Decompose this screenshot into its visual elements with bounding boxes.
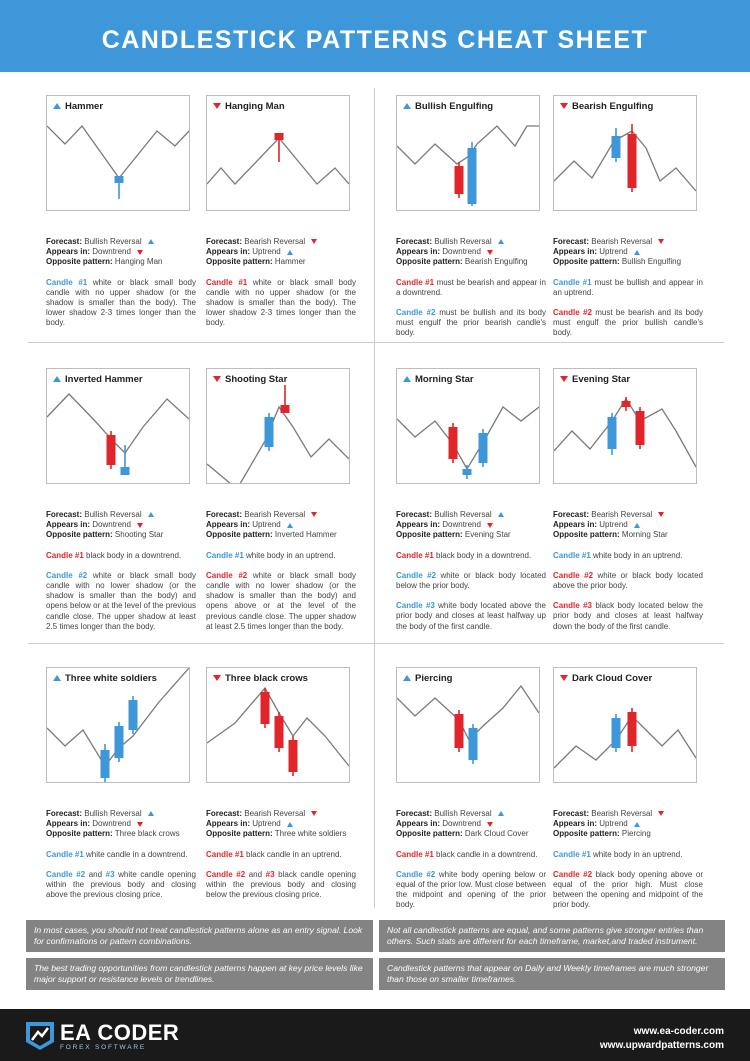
pattern-chart [397, 369, 539, 483]
description-text: white or black small body candle with no lower shadow (or the shadow is smaller than the body) and opens above or at the level of the previous candle close. The upper shadow at least 2.5 times longer than the body. [206, 570, 357, 631]
row-divider [28, 643, 724, 644]
bearish-candle [275, 133, 284, 140]
description-text: black candle in a downtrend. [433, 849, 538, 859]
forecast-value: Bearish Reversal [591, 510, 653, 519]
ea-coder-logo-icon [26, 1020, 54, 1050]
opposite-label: Opposite pattern: [206, 829, 273, 839]
appears-value: Uptrend [252, 819, 281, 829]
forecast-label: Forecast: [46, 809, 83, 818]
description-text: Candle #1 [46, 849, 84, 859]
appears-label: Appears in: [206, 520, 251, 530]
bullish-candle [468, 148, 477, 204]
pattern-card-piercing [396, 667, 546, 911]
pattern-meta [553, 237, 703, 268]
down-arrow-icon [658, 239, 664, 244]
appears-label: Appears in: [396, 247, 441, 257]
opposite-label: Opposite pattern: [46, 257, 113, 267]
pattern-title: Bullish Engulfing [415, 101, 494, 112]
description-text: white or black small body candle with no upper shadow (or the shadow is smaller than the body). The lower shadow 2-3 times longer than the body. [206, 277, 357, 328]
bearish-candle [622, 401, 631, 407]
opposite-value: Bullish Engulfing [621, 257, 682, 267]
price-line [207, 407, 349, 483]
note-3: The best trading opportunities from candlestick patterns happen at key price levels like major support or resistance levels or trendlines. [26, 958, 373, 990]
bearish-candle [455, 714, 464, 748]
pattern-chart-box [553, 95, 697, 211]
pattern-description [553, 850, 703, 860]
pattern-description [46, 870, 196, 901]
forecast-label: Forecast: [396, 809, 433, 818]
bearish-candle [107, 435, 116, 465]
price-line [554, 131, 696, 191]
forecast-value: Bullish Reversal [84, 809, 142, 818]
pattern-chart-box [553, 368, 697, 484]
down-arrow-icon [311, 811, 317, 816]
description-text: black body opening above or equal of the prior high. Must close between the opening and midpoint of the prior body. [553, 869, 703, 910]
header [0, 0, 750, 72]
appears-label: Appears in: [46, 819, 91, 829]
pattern-description [553, 278, 703, 298]
forecast-label: Forecast: [206, 237, 243, 246]
up-arrow-icon [634, 822, 640, 827]
description-text: white body in an uptrend. [590, 849, 683, 859]
description-text: #3 [265, 869, 275, 879]
bullish-candle [121, 467, 130, 475]
opposite-label: Opposite pattern: [206, 257, 273, 267]
appears-label: Appears in: [396, 819, 441, 829]
opposite-value: Three white soldiers [274, 829, 347, 839]
footer [0, 1009, 750, 1061]
pattern-description [206, 551, 356, 561]
description-text: Candle #1 [206, 849, 244, 859]
description-text: must be bullish and its body must engulf the prior bearish candle's body. [396, 308, 546, 338]
pattern-card-shooting-star [206, 368, 356, 632]
opposite-label: Opposite pattern: [553, 829, 620, 839]
forecast-value: Bearish Reversal [591, 237, 653, 246]
down-arrow-icon [311, 239, 317, 244]
opposite-value: Dark Cloud Cover [464, 829, 529, 839]
appears-value: Uptrend [252, 520, 281, 530]
pattern-meta [396, 809, 546, 840]
description-text: Candle #2 [46, 869, 86, 879]
opposite-value: Three black crows [114, 829, 180, 839]
appears-value: Uptrend [599, 819, 628, 829]
description-text: #3 [105, 869, 115, 879]
bearish-candle [628, 712, 637, 746]
opposite-value: Inverted Hammer [274, 530, 337, 540]
appears-value: Downtrend [442, 247, 481, 257]
bullish-candle [115, 176, 124, 183]
bullish-candle [612, 718, 621, 748]
pattern-meta [206, 809, 356, 840]
appears-label: Appears in: [553, 819, 598, 829]
pattern-chart [554, 668, 696, 782]
bullish-candle [608, 417, 617, 449]
description-text: Candle #2 [553, 869, 593, 879]
up-arrow-icon [287, 523, 293, 528]
appears-value: Downtrend [442, 819, 481, 829]
bullish-candle [265, 417, 274, 447]
price-line [397, 686, 539, 740]
up-arrow-icon [287, 250, 293, 255]
bearish-arrow-icon [560, 675, 568, 681]
pattern-chart [554, 96, 696, 210]
forecast-value: Bullish Reversal [434, 809, 492, 818]
forecast-label: Forecast: [396, 237, 433, 246]
bullish-arrow-icon [403, 675, 411, 681]
pattern-chart-box [206, 95, 350, 211]
appears-value: Uptrend [599, 247, 628, 257]
pattern-chart [207, 369, 349, 483]
note-1: In most cases, you should not treat candlestick patterns alone as an entry signal. Look for confirmations or pattern combinations. [26, 920, 373, 952]
forecast-value: Bearish Reversal [244, 809, 306, 818]
opposite-label: Opposite pattern: [46, 530, 113, 540]
bullish-candle [129, 700, 138, 730]
pattern-chart-box [206, 667, 350, 783]
pattern-description [46, 551, 196, 561]
website-link[interactable]: www.upwardpatterns.com [599, 1040, 724, 1051]
down-arrow-icon [487, 523, 493, 528]
bearish-arrow-icon [560, 103, 568, 109]
pattern-description [396, 601, 546, 632]
description-text: Candle #1 [396, 550, 434, 560]
note-2: Not all candlestick patterns are equal, and some patterns give stronger entries than others. Such stats are different for each timeframe, market,and traded instrument. [379, 920, 725, 952]
price-line [397, 407, 539, 469]
appears-label: Appears in: [206, 819, 251, 829]
page-title: CANDLESTICK PATTERNS CHEAT SHEET [101, 26, 649, 54]
description-text: white candle in a downtrend. [83, 849, 188, 859]
description-text: Candle #1 [553, 849, 591, 859]
pattern-title: Three white soldiers [65, 673, 157, 684]
pattern-chart-box [396, 368, 540, 484]
forecast-value: Bullish Reversal [434, 510, 492, 519]
pattern-description [206, 870, 356, 901]
appears-label: Appears in: [396, 520, 441, 530]
forecast-label: Forecast: [553, 510, 590, 519]
pattern-description [396, 551, 546, 561]
pattern-chart [47, 668, 189, 782]
price-line [554, 399, 696, 467]
pattern-title: Piercing [415, 673, 453, 684]
bearish-candle [449, 427, 458, 459]
forecast-value: Bearish Reversal [244, 237, 306, 246]
description-text: black body in a downtrend. [83, 550, 182, 560]
pattern-meta [206, 510, 356, 541]
bullish-arrow-icon [53, 376, 61, 382]
pattern-card-bullish-engulfing [396, 95, 546, 339]
pattern-chart [207, 668, 349, 782]
appears-value: Uptrend [252, 247, 281, 257]
description-text: Candle #1 [396, 277, 435, 287]
description-text: Candle #3 [553, 601, 592, 611]
note-4: Candlestick patterns that appear on Daily and Weekly timeframes are much stronger than those on smaller timeframes. [379, 958, 725, 990]
pattern-chart [554, 369, 696, 483]
description-text: Candle #1 [46, 550, 84, 560]
description-text: must be bullish and appear in an uptrend. [553, 277, 703, 297]
pattern-chart [397, 668, 539, 782]
bearish-candle [628, 134, 637, 188]
pattern-description [396, 850, 546, 860]
up-arrow-icon [498, 512, 504, 517]
pattern-description [553, 571, 703, 591]
pattern-chart [397, 96, 539, 210]
brand-name: EA CODER [60, 1020, 180, 1045]
opposite-label: Opposite pattern: [396, 829, 463, 839]
description-text: Candle #1 [553, 277, 592, 287]
price-line [207, 138, 349, 184]
pattern-description [396, 278, 546, 298]
appears-label: Appears in: [46, 247, 91, 257]
appears-label: Appears in: [553, 247, 598, 257]
description-text: must be bearish and its body must engulf the prior bullish candle's body. [553, 308, 703, 338]
up-arrow-icon [287, 822, 293, 827]
down-arrow-icon [137, 523, 143, 528]
pattern-meta [46, 809, 196, 840]
pattern-description [46, 571, 196, 632]
opposite-label: Opposite pattern: [396, 530, 463, 540]
pattern-chart [207, 96, 349, 210]
pattern-card-inverted-hammer [46, 368, 196, 632]
pattern-chart-box [553, 667, 697, 783]
pattern-title: Shooting Star [225, 374, 288, 385]
pattern-meta [396, 510, 546, 541]
description-text: Candle #2 [206, 570, 248, 580]
down-arrow-icon [658, 512, 664, 517]
pattern-description [553, 308, 703, 339]
description-text: white body located above the prior body and closes at least halfway up the body of the first candle. [396, 601, 546, 631]
pattern-chart-box [46, 95, 190, 211]
bullish-arrow-icon [403, 103, 411, 109]
description-text: Candle #2 [46, 570, 88, 580]
description-text: Candle #1 [396, 849, 434, 859]
bullish-candle [469, 728, 478, 760]
down-arrow-icon [137, 250, 143, 255]
opposite-label: Opposite pattern: [206, 530, 273, 540]
description-text: white candle opening within the previous body and closing above the previous closing price. [46, 869, 197, 900]
opposite-value: Shooting Star [114, 530, 164, 540]
bearish-arrow-icon [560, 376, 568, 382]
bullish-candle [463, 469, 472, 475]
bullish-candle [101, 750, 110, 778]
opposite-value: Hanging Man [114, 257, 163, 267]
pattern-card-three-black-crows [206, 667, 356, 900]
pattern-chart-box [46, 368, 190, 484]
forecast-value: Bullish Reversal [434, 237, 492, 246]
description-text: and [85, 869, 106, 879]
forecast-label: Forecast: [553, 237, 590, 246]
pattern-description [396, 870, 546, 911]
price-line [554, 716, 696, 768]
bearish-candle [281, 405, 290, 413]
pattern-chart [47, 369, 189, 483]
pattern-chart-box [46, 667, 190, 783]
pattern-card-bearish-engulfing [553, 95, 703, 339]
forecast-label: Forecast: [206, 510, 243, 519]
pattern-title: Inverted Hammer [65, 374, 143, 385]
description-text: Candle #2 [396, 869, 436, 879]
pattern-title: Hammer [65, 101, 104, 112]
description-text: Candle #2 [553, 570, 594, 580]
pattern-description [206, 850, 356, 860]
bullish-arrow-icon [53, 103, 61, 109]
opposite-label: Opposite pattern: [396, 257, 463, 267]
opposite-label: Opposite pattern: [553, 257, 620, 267]
opposite-value: Evening Star [464, 530, 511, 540]
forecast-label: Forecast: [553, 809, 590, 818]
description-text: Candle #1 [206, 277, 248, 287]
description-text: white or black body located above the prior body. [553, 570, 703, 591]
description-text: white or black small body candle with no lower shadow (or the shadow is smaller than the body) and opens below or at the level of the previous candle close. The upper shadow at least 2.5 times longer than the body. [46, 570, 197, 631]
forecast-value: Bearish Reversal [591, 809, 653, 818]
description-text: white body in an uptrend. [243, 550, 336, 560]
pattern-description [396, 571, 546, 591]
bearish-candle [455, 166, 464, 194]
description-text: Candle #1 [553, 550, 591, 560]
pattern-title: Hanging Man [225, 101, 285, 112]
description-text: Candle #2 [396, 570, 437, 580]
description-text: white body in an uptrend. [590, 550, 683, 560]
pattern-meta [553, 809, 703, 840]
up-arrow-icon [148, 239, 154, 244]
bearish-candle [275, 716, 284, 748]
bullish-candle [479, 433, 488, 463]
up-arrow-icon [634, 250, 640, 255]
bearish-candle [636, 411, 645, 445]
pattern-description [46, 278, 196, 329]
appears-value: Downtrend [92, 819, 131, 829]
description-text: Candle #2 [396, 308, 436, 318]
pattern-description [206, 278, 356, 329]
website-link[interactable]: www.ea-coder.com [633, 1026, 724, 1037]
description-text: black candle in an uptrend. [243, 849, 342, 859]
pattern-description [396, 308, 546, 339]
price-line [47, 394, 189, 453]
forecast-value: Bearish Reversal [244, 510, 306, 519]
bullish-candle [115, 726, 124, 758]
opposite-label: Opposite pattern: [46, 829, 113, 839]
up-arrow-icon [148, 811, 154, 816]
pattern-card-hanging-man [206, 95, 356, 329]
forecast-value: Bullish Reversal [84, 237, 142, 246]
pattern-meta [46, 510, 196, 541]
row-divider [28, 342, 724, 343]
down-arrow-icon [487, 250, 493, 255]
description-text: Candle #2 [553, 308, 592, 318]
description-text: white or black body located below the prior body. [396, 570, 546, 591]
down-arrow-icon [137, 822, 143, 827]
forecast-label: Forecast: [396, 510, 433, 519]
pattern-title: Dark Cloud Cover [572, 673, 653, 684]
pattern-meta [206, 237, 356, 268]
pattern-title: Bearish Engulfing [572, 101, 654, 112]
opposite-value: Morning Star [621, 530, 668, 540]
brand-tagline: FOREX SOFTWARE [60, 1044, 146, 1051]
bullish-arrow-icon [403, 376, 411, 382]
bearish-arrow-icon [213, 675, 221, 681]
bearish-candle [289, 740, 298, 772]
appears-value: Downtrend [92, 247, 131, 257]
description-text: white or black small body candle with no upper shadow (or the shadow is smaller than the body). The lower shadow 2-3 times longer than the body. [46, 277, 197, 328]
appears-label: Appears in: [46, 520, 91, 530]
description-text: and [245, 869, 266, 879]
bearish-arrow-icon [213, 376, 221, 382]
forecast-label: Forecast: [206, 809, 243, 818]
pattern-description [553, 551, 703, 561]
pattern-description [206, 571, 356, 632]
pattern-meta [396, 237, 546, 268]
pattern-card-hammer [46, 95, 196, 329]
forecast-label: Forecast: [46, 510, 83, 519]
bullish-candle [612, 136, 621, 158]
pattern-card-dark-cloud-cover [553, 667, 703, 911]
pattern-description [46, 850, 196, 860]
pattern-meta [46, 237, 196, 268]
pattern-card-evening-star [553, 368, 703, 632]
pattern-title: Evening Star [572, 374, 631, 385]
opposite-label: Opposite pattern: [553, 530, 620, 540]
description-text: Candle #1 [206, 550, 244, 560]
opposite-value: Hammer [274, 257, 306, 267]
forecast-value: Bullish Reversal [84, 510, 142, 519]
description-text: must be bearish and appear in a downtrend. [396, 277, 547, 297]
up-arrow-icon [498, 239, 504, 244]
description-text: black candle opening within the previous body and closing below the previous closing price. [206, 869, 357, 900]
pattern-title: Three black crows [225, 673, 308, 684]
description-text: black body in a downtrend. [433, 550, 532, 560]
up-arrow-icon [148, 512, 154, 517]
appears-label: Appears in: [206, 247, 251, 257]
opposite-value: Bearish Engulfing [464, 257, 528, 267]
opposite-value: Piercing [621, 829, 651, 839]
description-text: white body opening below or equal of the prior low. Must close between the midpoint and opening of the prior body. [396, 869, 547, 910]
pattern-description [553, 870, 703, 911]
pattern-title: Morning Star [415, 374, 474, 385]
appears-value: Uptrend [599, 520, 628, 530]
appears-label: Appears in: [553, 520, 598, 530]
bearish-candle [261, 692, 270, 724]
down-arrow-icon [658, 811, 664, 816]
appears-value: Downtrend [442, 520, 481, 530]
pattern-chart-box [396, 667, 540, 783]
pattern-card-morning-star [396, 368, 546, 632]
description-text: black body located below the prior body and closes at least halfway down the body of the first candle. [553, 601, 703, 631]
up-arrow-icon [498, 811, 504, 816]
pattern-description [553, 601, 703, 632]
description-text: Candle #3 [396, 601, 435, 611]
down-arrow-icon [487, 822, 493, 827]
up-arrow-icon [634, 523, 640, 528]
down-arrow-icon [311, 512, 317, 517]
forecast-label: Forecast: [46, 237, 83, 246]
description-text: Candle #1 [46, 277, 88, 287]
price-line [47, 126, 189, 178]
column-divider [374, 88, 375, 908]
pattern-meta [553, 510, 703, 541]
bullish-arrow-icon [53, 675, 61, 681]
pattern-chart-box [206, 368, 350, 484]
pattern-card-three-white-soldiers [46, 667, 196, 900]
appears-value: Downtrend [92, 520, 131, 530]
pattern-chart-box [396, 95, 540, 211]
bearish-arrow-icon [213, 103, 221, 109]
pattern-chart [47, 96, 189, 210]
description-text: Candle #2 [206, 869, 246, 879]
